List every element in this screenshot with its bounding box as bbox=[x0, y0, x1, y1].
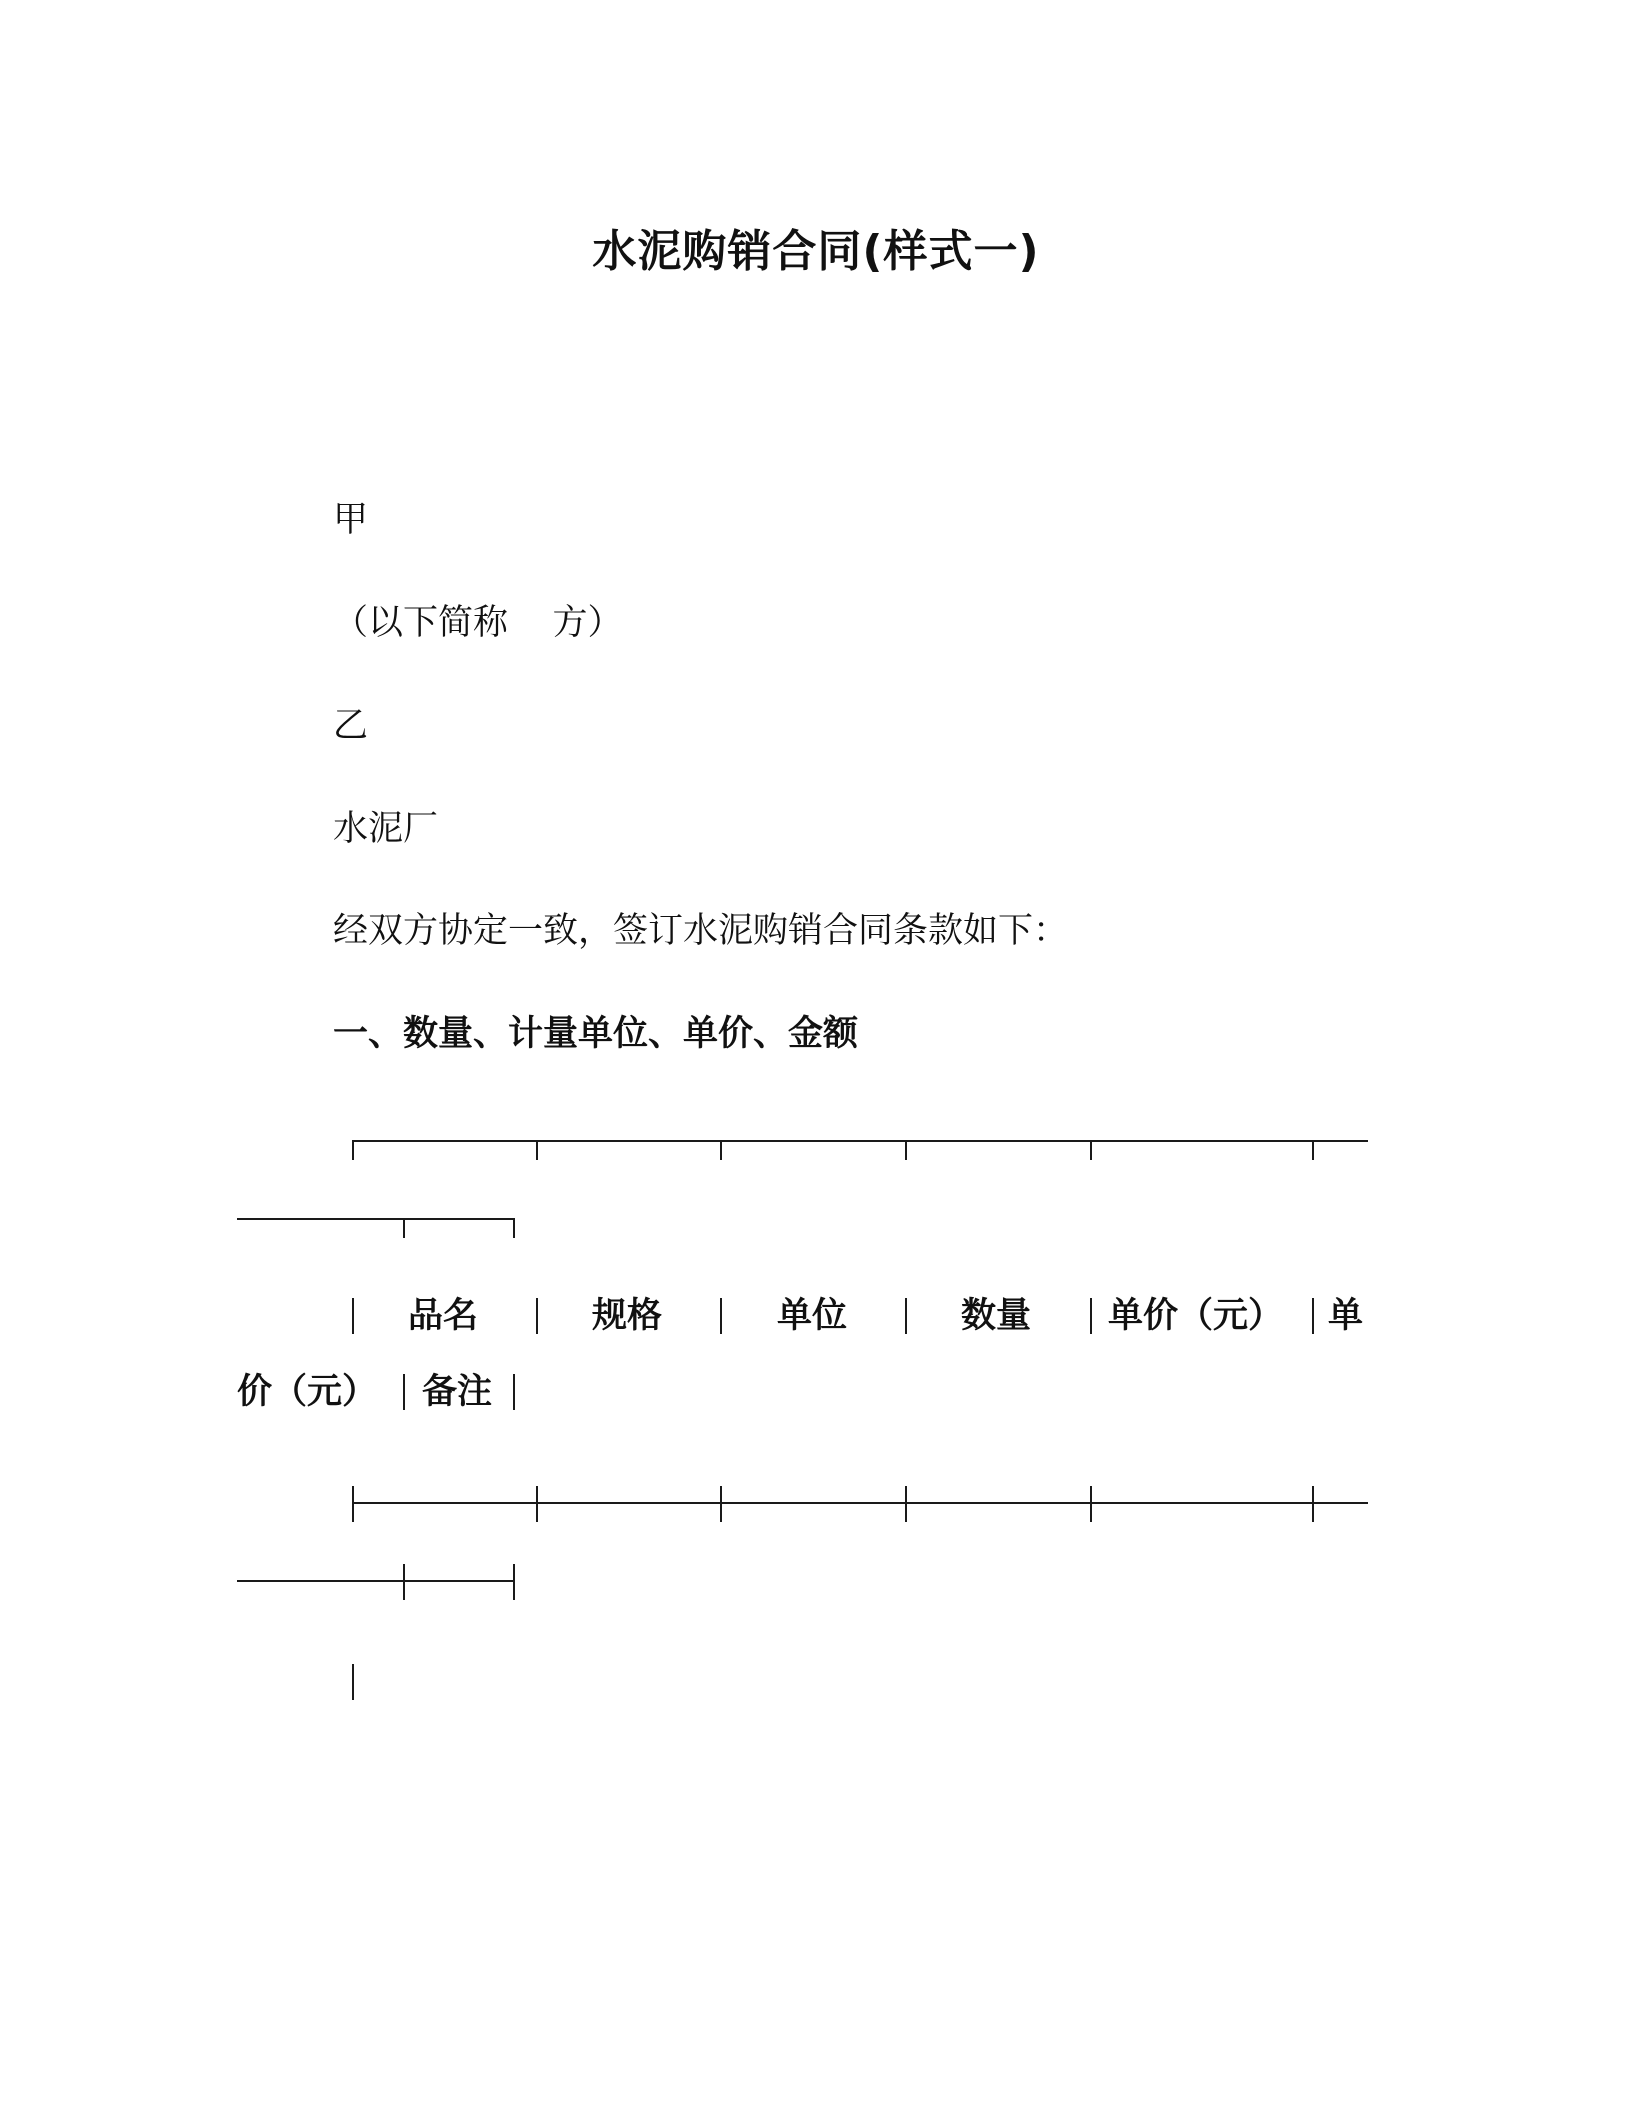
table-divider bbox=[513, 1374, 515, 1410]
table-cross bbox=[905, 1486, 907, 1522]
table-tick bbox=[905, 1140, 907, 1160]
header-quantity: 数量 bbox=[961, 1296, 1032, 1336]
header-product-name: 品名 bbox=[408, 1296, 479, 1336]
section-1-heading: 一、数量、计量单位、单价、金额 bbox=[333, 1014, 859, 1054]
table-divider bbox=[720, 1298, 722, 1334]
table-divider bbox=[1090, 1298, 1092, 1334]
party-a-label: 甲 bbox=[333, 500, 369, 540]
table-top-border bbox=[352, 1140, 1368, 1142]
header-unit-price: 单价（元） bbox=[1108, 1296, 1284, 1336]
document-title: 水泥购销合同(样式一) bbox=[592, 226, 1040, 277]
table-cross bbox=[513, 1564, 515, 1600]
table-tick bbox=[536, 1140, 538, 1160]
table-tick bbox=[1090, 1140, 1092, 1160]
table-row-separator bbox=[352, 1502, 1368, 1504]
table-top-border-wrap bbox=[237, 1218, 515, 1220]
table-divider bbox=[403, 1374, 405, 1410]
header-remarks: 备注 bbox=[422, 1372, 493, 1412]
table-divider bbox=[352, 1664, 354, 1700]
contract-intro: 经双方协定一致，签订水泥购销合同条款如下： bbox=[333, 911, 1069, 951]
table-tick bbox=[513, 1218, 515, 1238]
table-divider bbox=[905, 1298, 907, 1334]
table-divider bbox=[536, 1298, 538, 1334]
table-tick bbox=[352, 1140, 354, 1160]
table-cross bbox=[403, 1564, 405, 1600]
table-cross bbox=[720, 1486, 722, 1522]
header-unit-price-2-part1: 单 bbox=[1328, 1296, 1364, 1336]
party-b-name: 水泥厂 bbox=[333, 809, 439, 849]
table-divider bbox=[352, 1298, 354, 1334]
table-cross bbox=[352, 1486, 354, 1522]
table-tick bbox=[720, 1140, 722, 1160]
table-row-separator-wrap bbox=[237, 1580, 515, 1582]
table-divider bbox=[1312, 1298, 1314, 1334]
header-unit-price-2-part2: 价（元） bbox=[237, 1372, 378, 1412]
table-cross bbox=[1312, 1486, 1314, 1522]
header-specification: 规格 bbox=[592, 1296, 663, 1336]
table-tick bbox=[1312, 1140, 1314, 1160]
header-unit: 单位 bbox=[777, 1296, 848, 1336]
table-cross bbox=[536, 1486, 538, 1522]
party-a-abbreviation: （以下简称 方） bbox=[333, 603, 623, 643]
table-tick bbox=[403, 1218, 405, 1238]
table-cross bbox=[1090, 1486, 1092, 1522]
party-b-label: 乙 bbox=[333, 706, 369, 746]
